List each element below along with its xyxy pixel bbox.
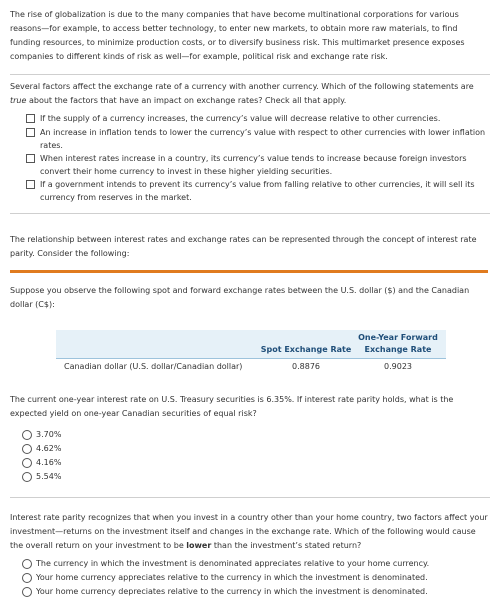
q3-prompt-part-b: than the investment’s stated return? xyxy=(213,541,362,550)
radio-button[interactable] xyxy=(22,573,32,583)
radio-button[interactable] xyxy=(22,559,32,569)
table-row-label: Canadian dollar (U.S. dollar/Canadian dollar) xyxy=(64,362,243,371)
radio-button[interactable] xyxy=(22,430,32,440)
q2-prompt-text: The current one-year interest rate on U.S. Treasury securities is 6.35%. If interest rate parity holds, what is the expected yield on one-year Canadian securities of equal risk? xyxy=(10,395,454,418)
checkbox[interactable] xyxy=(26,114,35,123)
section-divider-2 xyxy=(10,497,490,498)
q2-option-2-label: 4.62% xyxy=(36,444,62,453)
q1-prompt-part-a: Several factors affect the exchange rate of a currency with another currency. Which of the following statements are xyxy=(10,82,474,91)
q3-option-1-label: The currency in which the investment is denominated appreciates relative to your home currency. xyxy=(36,559,430,568)
intro-paragraph xyxy=(10,8,490,75)
col-header-forward-1: One-Year Forward xyxy=(358,333,438,342)
suppose-text: Suppose you observe the following spot and forward exchange rates between the U.S. dollar ($) and the Canadian dollar (C$): xyxy=(10,286,470,309)
checkbox[interactable] xyxy=(26,128,35,137)
q1-option-4-label: If a government intends to prevent its currency’s value from falling relative to other currencies, it will sell its currency from reserves in the market. xyxy=(40,180,475,202)
table-header-divider xyxy=(56,358,446,359)
q1-prompt-emphasis: true xyxy=(10,96,27,105)
suppose-paragraph xyxy=(10,284,490,312)
q2-option-3-label: 4.16% xyxy=(36,458,62,467)
q1-prompt-part-b: about the factors that have an impact on exchange rates? Check all that apply. xyxy=(28,96,347,105)
checkbox[interactable] xyxy=(26,154,35,163)
question-1-prompt xyxy=(10,80,490,108)
parity-intro xyxy=(10,233,490,261)
section-divider xyxy=(10,213,490,214)
section-accent-bar xyxy=(10,270,488,273)
q3-option-2-label: Your home currency appreciates relative to the currency in which the investment is denominated. xyxy=(36,573,428,582)
q3-prompt-part-a: Interest rate parity recognizes that when you invest in a country other than your home country, two factors affect your investment—returns on the investment itself and changes in the exchange rate. Which of the following would cause the overall return on your investment to be xyxy=(10,513,488,550)
q3-prompt-emphasis: lower xyxy=(186,541,212,550)
forward-rate-cell: 0.9023 xyxy=(384,362,412,371)
radio-button[interactable] xyxy=(22,444,32,454)
q1-option-1-label: If the supply of a currency increases, the currency’s value will decrease relative to other currencies. xyxy=(40,114,441,123)
question-2-prompt xyxy=(10,393,490,421)
col-header-spot: Spot Exchange Rate xyxy=(260,345,352,354)
radio-button[interactable] xyxy=(22,458,32,468)
q1-option-3-label: When interest rates increase in a country, its currency’s value tends to increase because foreign investors convert their home currency to invest in these higher yielding securities. xyxy=(40,154,467,176)
parity-intro-text: The relationship between interest rates and exchange rates can be represented through the concept of interest rate parity. Consider the following: xyxy=(10,235,477,258)
q3-option-3-label: Your home currency depreciates relative to the currency in which the investment is denominated. xyxy=(36,587,428,596)
col-header-forward-2: Exchange Rate xyxy=(364,345,432,354)
q2-option-1-label: 3.70% xyxy=(36,430,62,439)
radio-button[interactable] xyxy=(22,587,32,597)
intro-text: The rise of globalization is due to the many companies that have become multinational corporations for various reasons—for example, to access better technology, to enter new markets, to obtain more raw materials, to find funding resources, to minimize production costs, or to diversify business risk. This multimarket presence exposes companies to different kinds of risk as well—for example, political risk and exchange rate risk. xyxy=(10,10,465,61)
question-3-prompt xyxy=(10,511,490,553)
q2-option-4-label: 5.54% xyxy=(36,472,62,481)
spot-rate-cell: 0.8876 xyxy=(292,362,320,371)
radio-button[interactable] xyxy=(22,472,32,482)
q1-option-2-label: An increase in inflation tends to lower the currency’s value with respect to other currencies with lower inflation rates. xyxy=(40,128,486,150)
checkbox[interactable] xyxy=(26,180,35,189)
exchange-rate-table xyxy=(56,330,446,376)
